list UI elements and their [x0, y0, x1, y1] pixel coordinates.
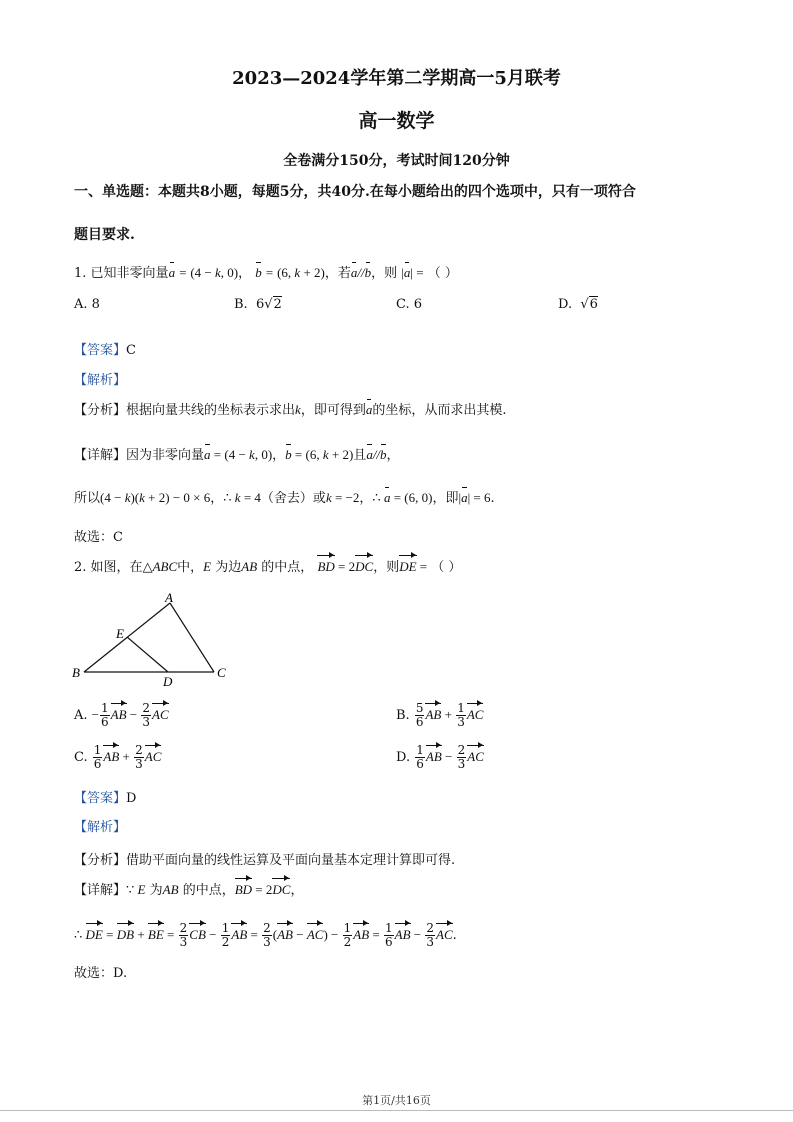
label-C: C — [217, 665, 226, 680]
exam-title: 2023—2024学年第二学期高一5月联考 — [232, 68, 561, 89]
q2-guxuan: 故选：D. — [74, 966, 128, 981]
page-footer: 第1页/共16页 — [362, 1094, 431, 1107]
q1-xiangjie: 【详解】因为非零向量a = (4 − k, 0)，b = (6, k + 2)且a//b， — [74, 447, 400, 463]
segment-DE — [127, 637, 168, 672]
q2-option-a: A. − $\frac{1}{6}$ AB − $\frac{2}{3}$ AC — [74, 701, 169, 729]
q1-option-d: D. √6 — [558, 297, 598, 312]
exam-info: 全卷满分150分，考试时间120分钟 — [283, 153, 510, 169]
q1-jiexi: 【解析】 — [74, 373, 127, 388]
side-AC — [170, 603, 214, 672]
section-heading-cont: 题目要求. — [74, 227, 135, 243]
footer-divider — [0, 1110, 793, 1111]
question-1-stem: 1. 已知非零向量a = (4 − k, 0)， b = (6, k + 2)，若a//b，则 |a| = （ ） — [74, 265, 458, 281]
label-B: B — [72, 665, 80, 680]
q1-answer: 【答案】C — [74, 343, 136, 358]
triangle-figure — [66, 590, 246, 690]
section-heading: 一、单选题：本题共8小题，每题5分，共40分.在每小题给出的四个选项中，只有一项符合 — [74, 184, 636, 200]
q1-option-b: B. 6√2 — [234, 297, 282, 312]
q1-xiangjie-line2: 所以(4 − k)(k + 2) − 0 × 6，∴ k = 4（舍去）或k = −2，∴ a = (6, 0)，即|a| = 6. — [74, 490, 495, 506]
q2-xiangjie-line2: ∴ DE = DB + BE = $\frac{2}{3}$ CB − $\frac{1}{2}$ AB = $\frac{2}{3}$ (AB − AC) − $\frac{1}{2}$ AB = $\frac{1}{6}$ AB − $\frac{2}{3}$ AC. — [74, 921, 457, 949]
q2-xiangjie: 【详解】∵ E 为AB 的中点，BD = 2DC， — [74, 882, 304, 898]
q2-fenxi: 【分析】借助平面向量的线性运算及平面向量基本定理计算即可得. — [74, 853, 456, 868]
q2-jiexi: 【解析】 — [74, 820, 127, 835]
q2-option-b: B. $\frac{5}{6}$ AB + $\frac{1}{3}$ AC — [396, 701, 484, 729]
subject-title: 高一数学 — [358, 110, 435, 132]
label-A: A — [165, 590, 173, 605]
q1-guxuan: 故选：C — [74, 530, 123, 545]
q1-fenxi: 【分析】根据向量共线的坐标表示求出k，即可得到a的坐标，从而求出其模. — [74, 402, 507, 418]
label-D: D — [163, 674, 173, 689]
q1-option-c: C. 6 — [396, 297, 423, 312]
q1-option-a: A. 8 — [74, 297, 100, 312]
q2-answer: 【答案】D — [74, 791, 137, 806]
q2-option-c: C. $\frac{1}{6}$ AB + $\frac{2}{3}$ AC — [74, 743, 162, 771]
label-E: E — [116, 626, 124, 641]
q2-option-d: D. $\frac{1}{6}$ AB − $\frac{2}{3}$ AC — [396, 743, 484, 771]
question-2-stem: 2. 如图，在△ABC中，E 为边AB 的中点， BD = 2DC，则DE = （ ） — [74, 559, 462, 575]
